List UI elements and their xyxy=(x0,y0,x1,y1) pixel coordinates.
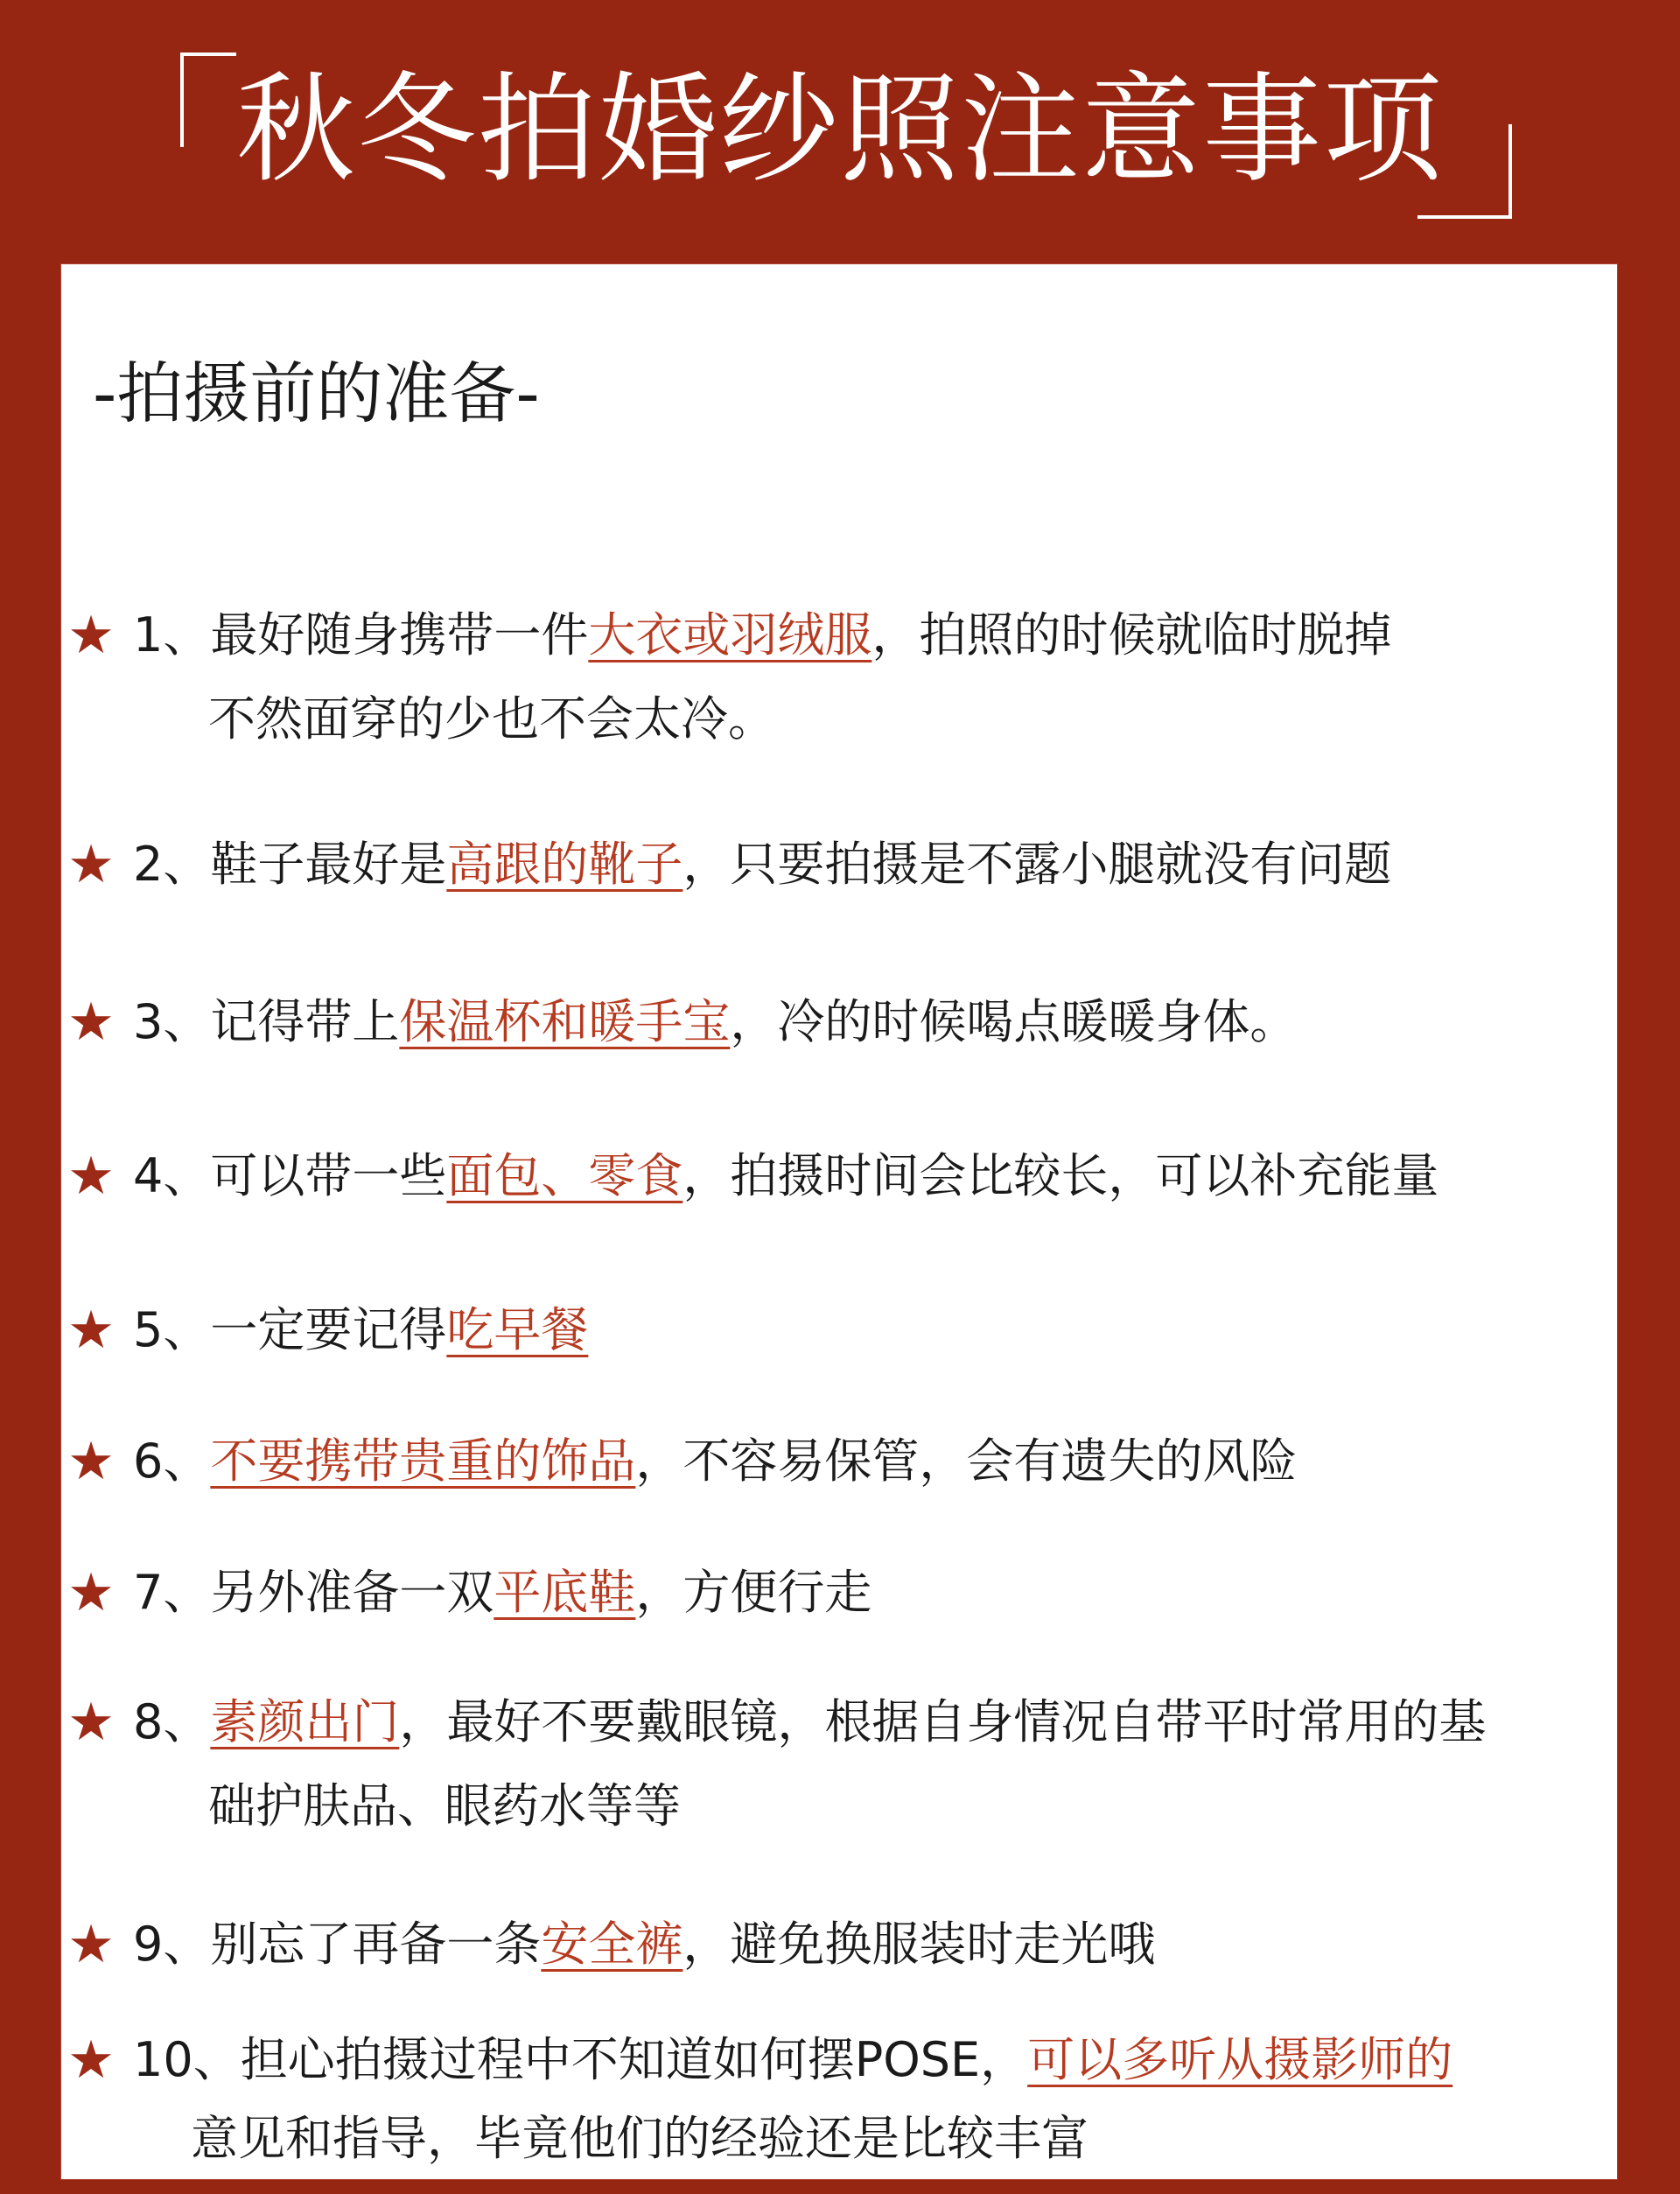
list-item xyxy=(61,1903,1610,1987)
item-number: 2、 xyxy=(133,837,211,892)
item-text-after: ，冷的时候喝点暖暖身体。 xyxy=(730,994,1298,1049)
list-item xyxy=(61,1419,1610,1504)
item-line xyxy=(61,980,1610,1064)
item-text-after: ，拍摄时间会比较长，可以补充能量 xyxy=(682,1148,1439,1203)
star-icon: ★ xyxy=(67,1562,115,1623)
item-text-after: ，只要拍摄是不露小腿就没有问题 xyxy=(682,837,1392,892)
item-line xyxy=(61,1903,1610,1987)
item-number: 4、 xyxy=(133,1148,211,1203)
list-item xyxy=(61,980,1610,1064)
item-highlight: 不要携带贵重的饰品 xyxy=(210,1433,636,1489)
item-highlight: 吃早餐 xyxy=(446,1302,589,1357)
item-text xyxy=(133,1288,588,1372)
item-text xyxy=(133,593,1391,677)
item-text xyxy=(133,1903,1155,1987)
item-highlight: 高跟的靴子 xyxy=(446,837,683,892)
item-text xyxy=(133,1419,1297,1504)
item-number: 3、 xyxy=(133,994,211,1049)
item-highlight: 面包、零食 xyxy=(446,1148,683,1203)
item-number: 6、 xyxy=(133,1433,211,1489)
item-continuation-line xyxy=(61,677,1610,761)
item-text-before: 记得带上 xyxy=(210,994,400,1049)
list-item xyxy=(61,823,1610,907)
item-text-before: 别忘了再备一条 xyxy=(210,1917,542,1972)
item-line xyxy=(61,1419,1610,1504)
page-title: 秋冬拍婚纱照注意事项 xyxy=(236,61,1444,200)
star-icon: ★ xyxy=(67,605,115,666)
list-item xyxy=(61,2018,1610,2176)
item-number: 1、 xyxy=(133,607,211,662)
item-text-before: 可以带一些 xyxy=(210,1148,447,1203)
item-highlight: 安全裤 xyxy=(541,1917,683,1972)
item-line xyxy=(61,1680,1610,1764)
item-text xyxy=(133,2018,1452,2102)
item-text-before: 担心拍摄过程中不知道如何摆POSE， xyxy=(240,2032,1028,2087)
item-line xyxy=(61,1134,1610,1218)
item-continuation-line xyxy=(61,1764,1610,1848)
item-text-after: ，方便行走 xyxy=(635,1565,872,1620)
item-text-after: ，不容易保管，会有遗失的风险 xyxy=(635,1433,1298,1489)
item-continuation: 不然面穿的少也不会太冷。 xyxy=(208,691,775,747)
item-number: 7、 xyxy=(133,1565,211,1620)
item-line xyxy=(61,1551,1610,1635)
item-text-after: ，拍照的时候就临时脱掉 xyxy=(872,607,1392,662)
item-number: 8、 xyxy=(133,1694,211,1749)
item-number: 10、 xyxy=(133,2032,241,2087)
section-heading: -拍摄前的准备- xyxy=(93,354,540,432)
item-number: 9、 xyxy=(133,1917,211,1972)
item-line xyxy=(61,1288,1610,1372)
item-line xyxy=(61,593,1610,677)
item-text xyxy=(133,823,1391,907)
item-highlight: 大衣或羽绒服 xyxy=(588,607,872,662)
item-continuation: 意见和指导，毕竟他们的经验还是比较丰富 xyxy=(191,2111,1088,2166)
item-text-after: ，避免换服装时走光哦 xyxy=(682,1917,1156,1972)
item-text-after: ，最好不要戴眼镜，根据自身情况自带平时常用的基 xyxy=(399,1694,1487,1749)
item-line xyxy=(61,2018,1610,2102)
item-highlight: 素颜出门 xyxy=(210,1694,400,1749)
item-continuation: 础护肤品、眼药水等等 xyxy=(208,1778,681,1833)
list-item xyxy=(61,1288,1610,1372)
star-icon: ★ xyxy=(67,1300,115,1361)
item-highlight: 平底鞋 xyxy=(494,1565,636,1620)
item-highlight: 保温杯和暖手宝 xyxy=(399,994,731,1049)
star-icon: ★ xyxy=(67,834,115,895)
star-icon: ★ xyxy=(67,1914,115,1975)
item-text-before: 鞋子最好是 xyxy=(210,837,447,892)
item-text xyxy=(133,980,1297,1064)
star-icon: ★ xyxy=(67,992,115,1053)
list-item xyxy=(61,1680,1610,1848)
list-item xyxy=(61,1551,1610,1635)
item-number: 5、 xyxy=(133,1302,211,1357)
content-card xyxy=(61,264,1617,2179)
item-highlight: 可以多听从摄影师的 xyxy=(1027,2032,1453,2087)
item-continuation-line xyxy=(61,2102,1610,2176)
item-text-before: 另外准备一双 xyxy=(210,1565,494,1620)
star-icon: ★ xyxy=(67,1431,115,1492)
star-icon: ★ xyxy=(67,1692,115,1753)
item-text xyxy=(133,1134,1438,1218)
star-icon: ★ xyxy=(67,2029,115,2091)
item-text xyxy=(133,1551,872,1635)
item-text xyxy=(133,1680,1486,1764)
star-icon: ★ xyxy=(67,1146,115,1207)
list-item xyxy=(61,593,1610,761)
list-item xyxy=(61,1134,1610,1218)
item-text-before: 一定要记得 xyxy=(210,1302,447,1357)
item-text-before: 最好随身携带一件 xyxy=(210,607,589,662)
item-line xyxy=(61,823,1610,907)
